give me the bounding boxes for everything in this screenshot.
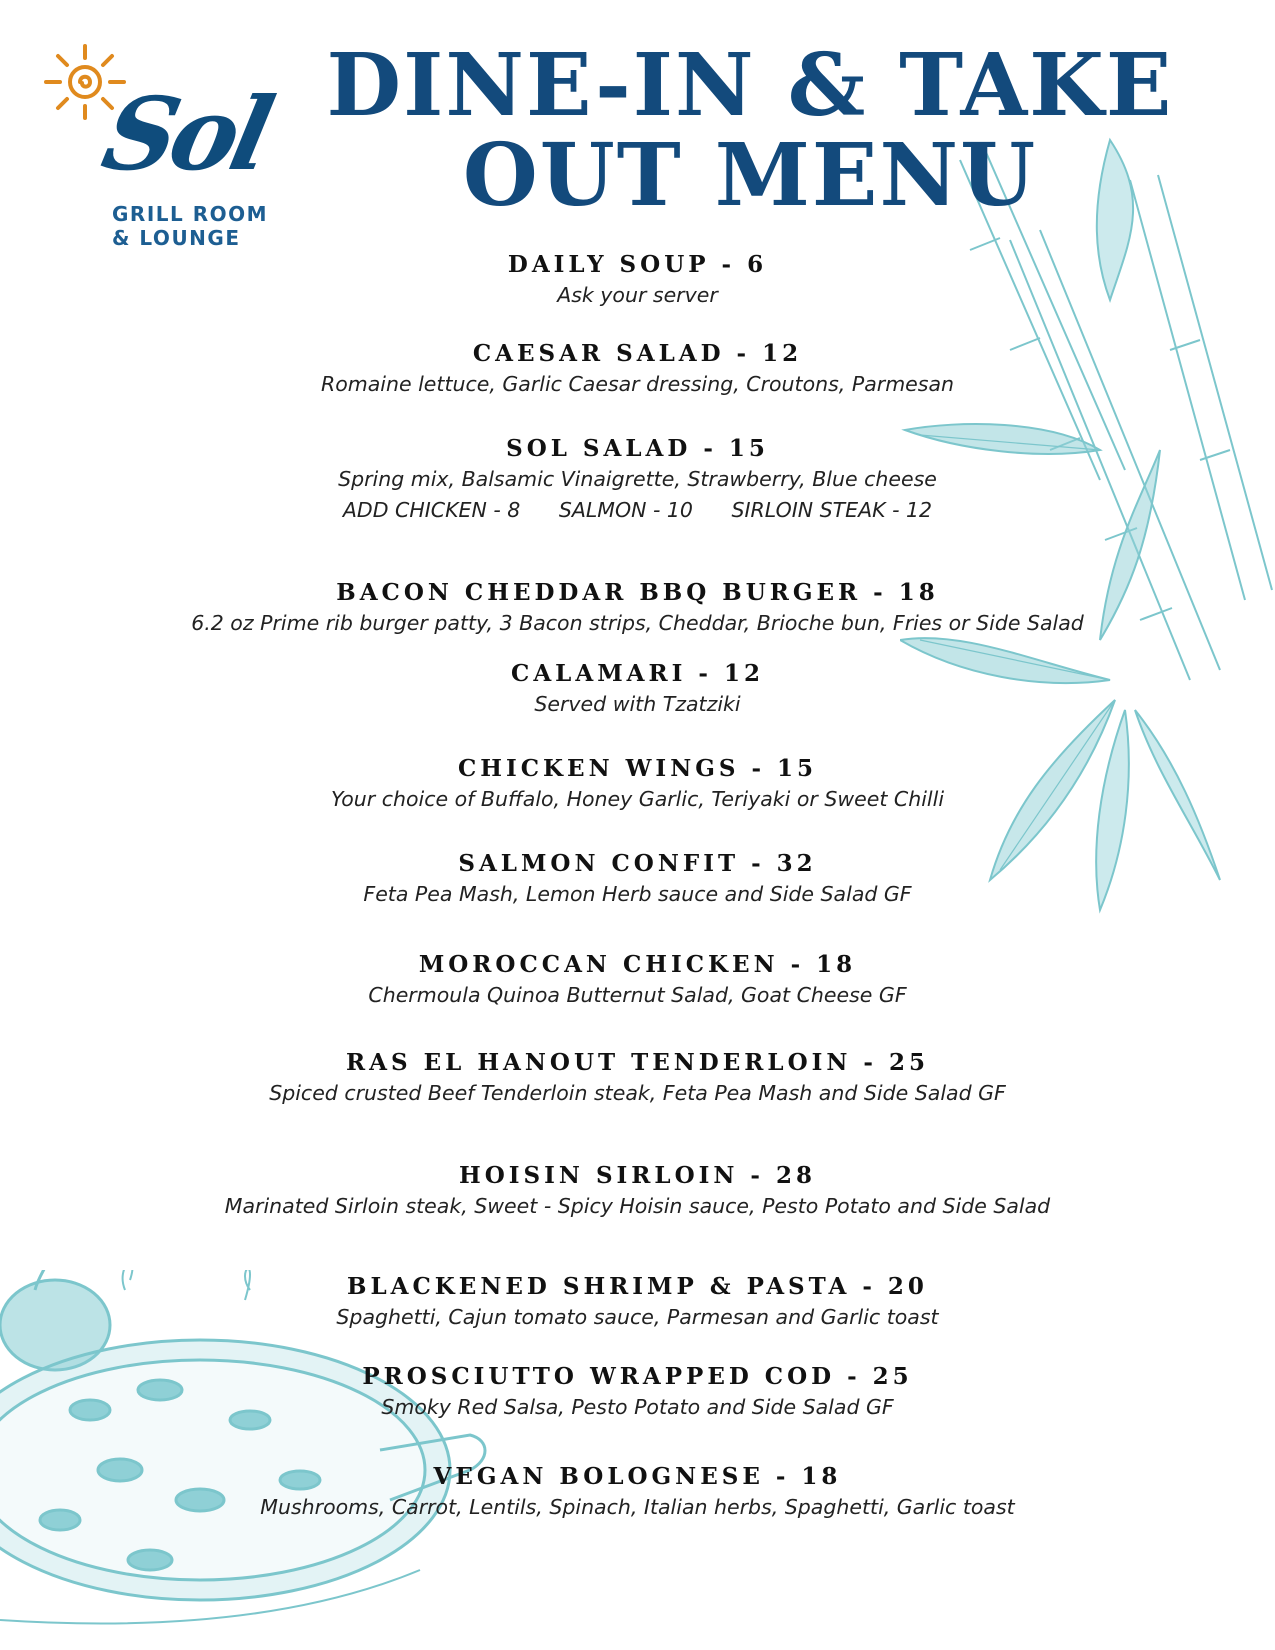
restaurant-logo	[40, 42, 278, 252]
logo-subtitle-line1: GRILL ROOM	[112, 202, 269, 226]
menu-title-line2: OUT MENU	[462, 125, 1038, 226]
item-description: Spiced crusted Beef Tenderloin steak, Feta Pea Mash and Side Salad GF	[269, 1081, 1006, 1105]
item-description: Spring mix, Balsamic Vinaigrette, Strawberry, Blue cheese	[338, 467, 937, 491]
item-name: CAESAR SALAD - 12	[472, 340, 803, 367]
item-name: SOL SALAD - 15	[506, 435, 769, 462]
menu-item-vegan-bolognese	[0, 1462, 1275, 1522]
menu-item-daily-soup	[0, 250, 1275, 310]
menu-item-prosciutto-wrapped-cod	[0, 1362, 1275, 1422]
item-description: Smoky Red Salsa, Pesto Potato and Side Salad GF	[381, 1395, 894, 1419]
item-name: CHICKEN WINGS - 15	[457, 755, 818, 782]
item-name: SALMON CONFIT - 32	[458, 850, 817, 877]
item-description: Feta Pea Mash, Lemon Herb sauce and Side Salad GF	[363, 882, 912, 906]
item-description: Ask your server	[557, 283, 718, 307]
item-description: Romaine lettuce, Garlic Caesar dressing, Croutons, Parmesan	[320, 372, 955, 396]
item-description: Served with Tzatziki	[534, 692, 741, 716]
menu-item-bacon-cheddar-bbq-burger	[0, 578, 1275, 638]
item-addons	[0, 494, 1275, 526]
menu-item-chicken-wings	[0, 754, 1275, 814]
menu-item-moroccan-chicken	[0, 950, 1275, 1010]
addon-salmon: SALMON - 10	[558, 498, 693, 522]
menu-item-calamari	[0, 659, 1275, 719]
logo-subtitle-line2: & LOUNGE	[112, 226, 241, 250]
item-description: Chermoula Quinoa Butternut Salad, Goat Cheese GF	[368, 983, 907, 1007]
menu-item-blackened-shrimp-pasta	[0, 1272, 1275, 1332]
item-name: PROSCIUTTO WRAPPED COD - 25	[362, 1363, 913, 1390]
item-name: BLACKENED SHRIMP & PASTA - 20	[347, 1273, 928, 1300]
addon-sirloin-steak: SIRLOIN STEAK - 12	[731, 498, 933, 522]
logo-wordmark: Sol	[93, 75, 278, 193]
item-name: RAS EL HANOUT TENDERLOIN - 25	[346, 1049, 929, 1076]
menu-item-caesar-salad	[0, 339, 1275, 399]
item-name: CALAMARI - 12	[511, 660, 764, 687]
item-description: Marinated Sirloin steak, Sweet - Spicy Hoisin sauce, Pesto Potato and Side Salad	[224, 1194, 1051, 1218]
item-name: DAILY SOUP - 6	[507, 251, 768, 278]
menu-title-line1: DINE-IN & TAKE	[326, 35, 1174, 136]
menu-item-salmon-confit	[0, 849, 1275, 909]
menu-item-ras-el-hanout-tenderloin	[0, 1048, 1275, 1108]
item-description: 6.2 oz Prime rib burger patty, 3 Bacon strips, Cheddar, Brioche bun, Fries or Side Salad	[191, 611, 1084, 635]
addon-chicken: ADD CHICKEN - 8	[342, 498, 521, 522]
item-description: Spaghetti, Cajun tomato sauce, Parmesan and Garlic toast	[336, 1305, 939, 1329]
item-name: VEGAN BOLOGNESE - 18	[433, 1463, 842, 1490]
menu-item-hoisin-sirloin	[0, 1161, 1275, 1221]
item-name: HOISIN SIRLOIN - 28	[459, 1162, 816, 1189]
item-name: BACON CHEDDAR BBQ BURGER - 18	[336, 579, 939, 606]
item-description: Mushrooms, Carrot, Lentils, Spinach, Italian herbs, Spaghetti, Garlic toast	[260, 1495, 1015, 1519]
menu-item-sol-salad	[0, 434, 1275, 526]
item-description: Your choice of Buffalo, Honey Garlic, Teriyaki or Sweet Chilli	[330, 787, 945, 811]
item-name: MOROCCAN CHICKEN - 18	[418, 951, 857, 978]
